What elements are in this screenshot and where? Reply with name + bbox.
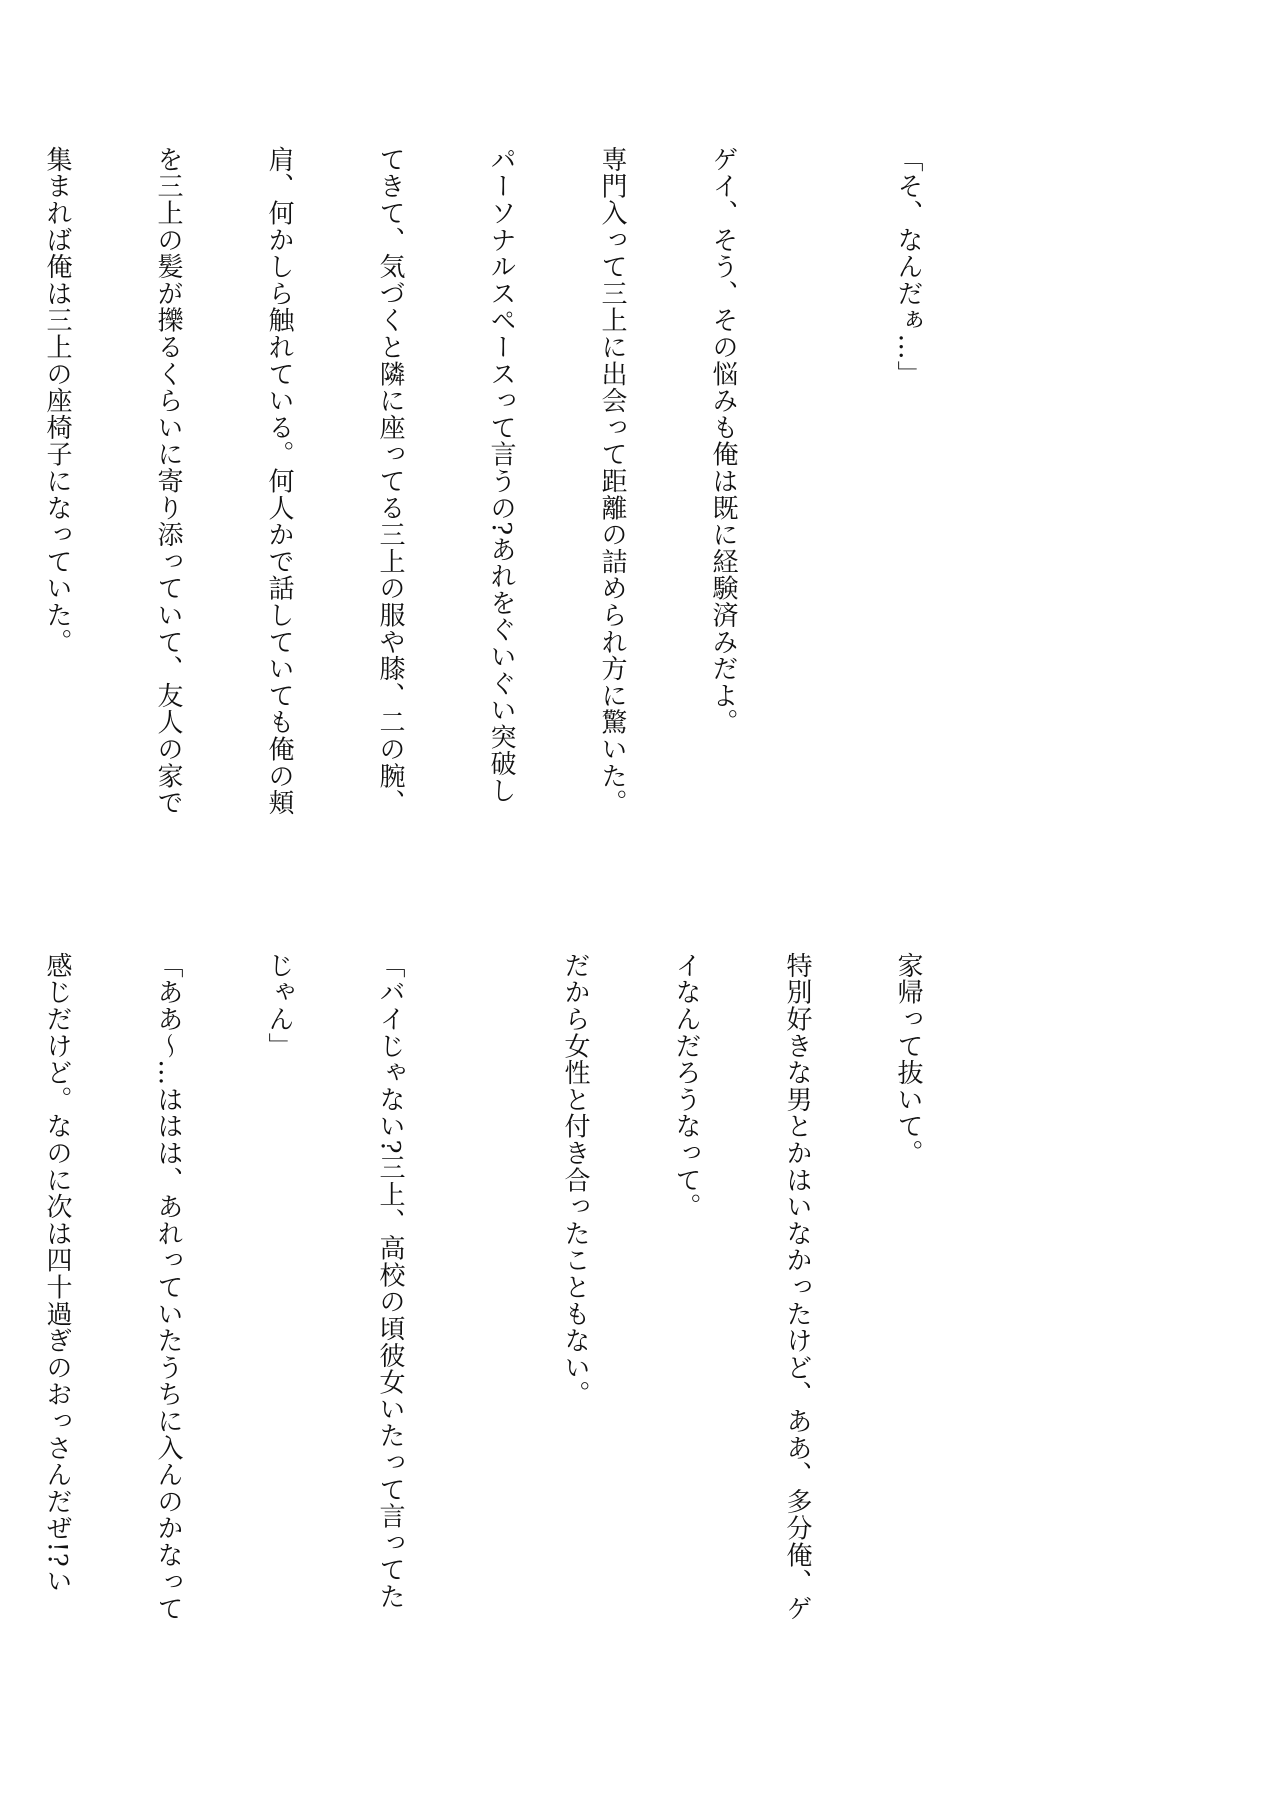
- text-line: パーソナルスペースって言うの?あれをぐいぐい突破し: [486, 146, 516, 804]
- text-line: を三上の髪が擽るくらいに寄り添っていて、友人の家で: [153, 146, 183, 816]
- text-line: 家帰って抜いて。: [893, 952, 923, 1167]
- upper-text-block: [0, 146, 1000, 906]
- text-line: 専門入って三上に出会って距離の詰められ方に驚いた。: [597, 146, 627, 816]
- lower-text-block: [0, 952, 1000, 1732]
- text-line: 「そ、なんだぁ…」: [893, 146, 923, 388]
- text-line: てきて、気づくと隣に座ってる三上の服や膝、二の腕、: [375, 146, 405, 816]
- text-line: 特別好きな男とかはいなかったけど、ああ、多分俺、ゲ: [782, 952, 812, 1622]
- text-line: 肩、何かしら触れている。何人かで話していても俺の頬: [264, 146, 294, 816]
- text-line: 感じだけど。なのに次は四十過ぎのおっさんだぜ!?い: [42, 952, 72, 1595]
- text-line: 「ああ〜…ははは、あれっていたうちに入んのかなって: [153, 952, 183, 1622]
- text-line: だから女性と付き合ったこともない。: [560, 952, 590, 1408]
- text-line: イなんだろうなって。: [671, 952, 701, 1220]
- text-line: 「バイじゃない?三上、高校の頃彼女いたって言ってた: [375, 952, 405, 1610]
- text-line: じゃん」: [264, 952, 294, 1060]
- text-line: ゲイ、そう、その悩みも俺は既に経験済みだよ。: [708, 146, 738, 736]
- text-line: 集まれば俺は三上の座椅子になっていた。: [42, 146, 72, 656]
